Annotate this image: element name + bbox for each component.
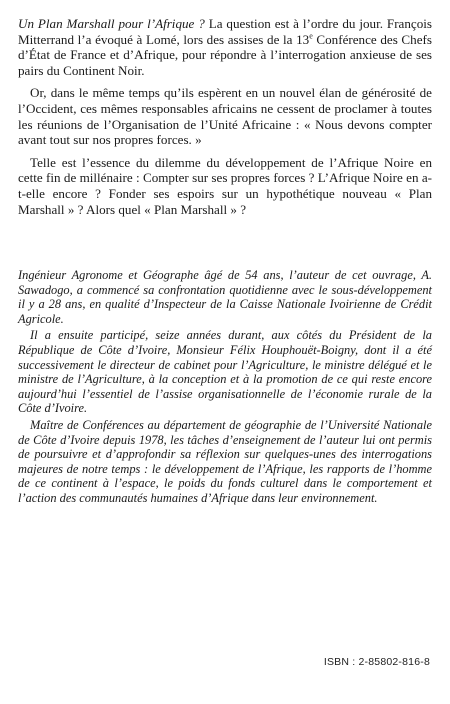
intro-paragraph-1 [18, 16, 432, 78]
bio-paragraph-2: Il a ensuite participé, seize années durant, aux côtés du Président de la République de Côte d’Ivoire, Monsieur Félix Houphouët-Boigny, dont il a été successivement le directeur de cabinet pour l’Agriculture, le ministre délégué et le ministre de l’Agriculture, à la conception et à la promotion de ce qui reste encore aujourd’hui l’essentiel de l’assise organisationnelle de l’économie rurale de la Côte d’Ivoire. [18, 328, 432, 416]
intro-paragraph-2: Or, dans le même temps qu’ils espèrent en un nouvel élan de générosité de l’Occident, ces mêmes responsables africains ne cessent de proclamer à toutes les réunions de l’Organisation de l’Unité Africaine : « Nous devons compter avant tout sur nos propres forces. » [18, 85, 432, 148]
ordinal-superscript: e [309, 31, 313, 41]
intro-paragraph-1-text-a: La question est à l’ordre du jour. François Mitterrand l’a évoqué à Lomé, lors des assises de la 13 [18, 16, 432, 47]
intro-paragraph-3: Telle est l’essence du dilemme du développement de l’Afrique Noire en cette fin de millénaire : Compter sur ses propres forces ? L’Afrique Noire en a-t-elle encore ? Fonder ses espoirs sur un hypothétique nouveau « Plan Marshall » ? Alors quel « Plan Marshall » ? [18, 154, 432, 217]
intro-question-italic: Un Plan Marshall pour l’Afrique ? [18, 16, 205, 31]
intro-paragraph-1-text-b: Conférence des Chefs d’État de France et d’Afrique, pour répondre à l’interrogation anxieuse de ses pairs du Continent Noir. [18, 31, 432, 78]
intro-text-block [18, 16, 432, 224]
isbn-label: ISBN : 2-85802-816-8 [323, 656, 430, 668]
bio-paragraph-3: Maître de Conférences au département de géographie de l’Université Nationale de Côte d’Ivoire depuis 1978, les tâches d’enseignement de l’auteur lui ont permis de poursuivre et d’approfondir sa réflexion sur quelques-unes des interrogations majeures de notre temps : le développement de l’Afrique, les rapports de l’homme de ce continent à l’espace, le poids du fonds culturel dans le comportement et l’action des communautés humaines d’Afrique dans leur environnement. [18, 417, 432, 505]
bio-paragraph-1: Ingénieur Agronome et Géographe âgé de 54 ans, l’auteur de cet ouvrage, A. Sawadogo, a commencé sa confrontation quotidienne avec le sous-développement il y a 28 ans, en qualité d’Inspecteur de la Caisse Nationale Ivoirienne de Crédit Agricole. [18, 268, 432, 326]
author-bio-section [18, 268, 432, 508]
intro-section [18, 16, 432, 217]
